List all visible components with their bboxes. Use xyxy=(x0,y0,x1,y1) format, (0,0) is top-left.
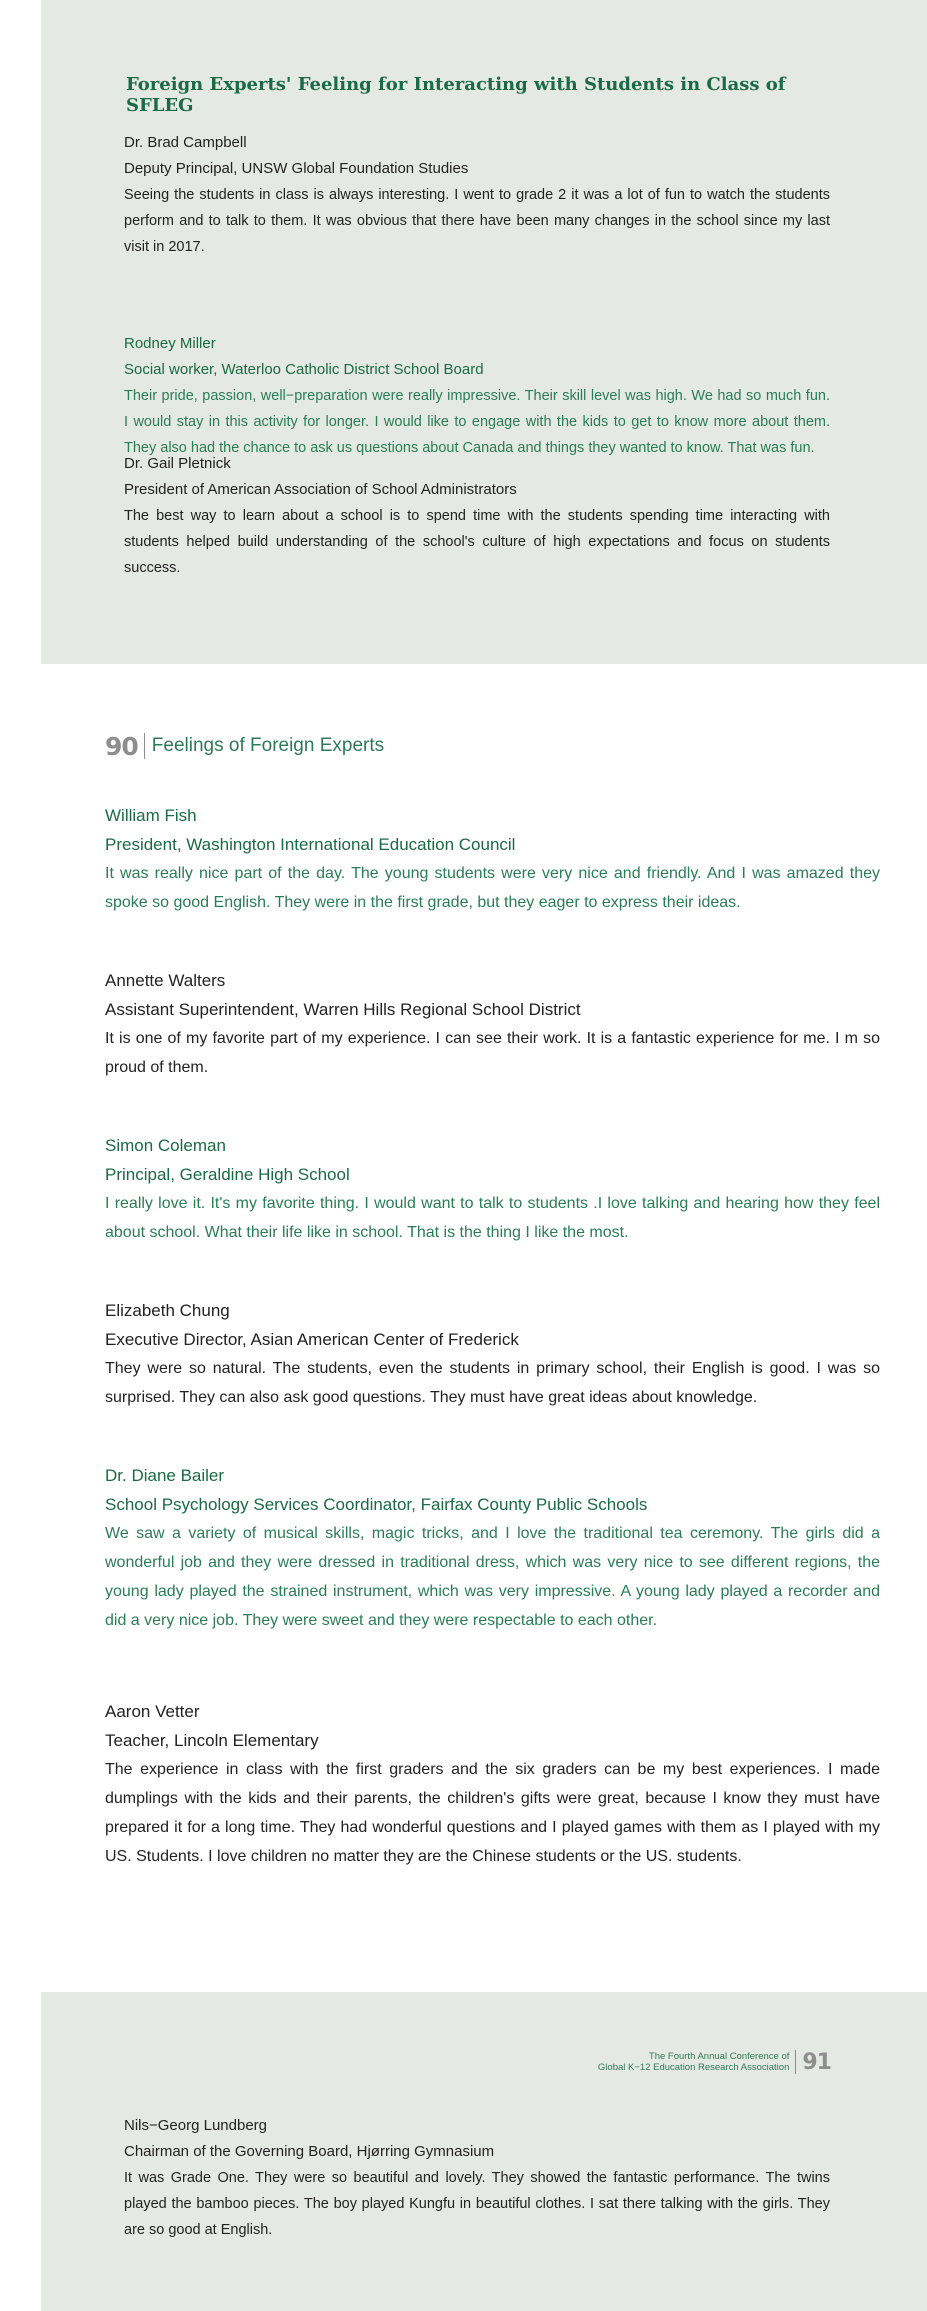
testimonial-william-fish xyxy=(105,801,880,917)
expert-quote: It was really nice part of the day. The young students were very nice and friendly. And I was amazed they spoke so good English. They were in the first grade, but they eager to express their ideas. xyxy=(105,865,880,911)
page-title: Foreign Experts' Feeling for Interacting with Students in Class of SFLEG xyxy=(126,74,786,116)
testimonial-simon-coleman xyxy=(105,1131,880,1247)
expert-quote: Seeing the students in class is always interesting. I went to grade 2 it was a lot of fun to watch the students perform and to talk to them. It was obvious that there have been many changes in the school since my last visit in 2017. xyxy=(124,187,830,255)
testimonial-diane-bailer xyxy=(105,1461,880,1635)
testimonial-nils-georg-lundberg xyxy=(124,2113,830,2243)
expert-name: Dr. Brad Campbell xyxy=(124,134,247,151)
expert-role: Social worker, Waterloo Catholic District School Board xyxy=(124,361,484,378)
expert-name: Rodney Miller xyxy=(124,335,216,352)
section-title: Feelings of Foreign Experts xyxy=(151,735,385,756)
expert-role: Chairman of the Governing Board, Hjørring Gymnasium xyxy=(124,2143,495,2160)
expert-quote: It was Grade One. They were so beautiful and lovely. They showed the fantastic performance. The twins played the bamboo pieces. The boy played Kungfu in beautiful clothes. I sat there talking with the girls. They are so good at English. xyxy=(124,2170,830,2238)
expert-name: Dr. Gail Pletnick xyxy=(124,455,231,472)
expert-role: Executive Director, Asian American Center of Frederick xyxy=(105,1330,519,1349)
expert-quote: Their pride, passion, well−preparation were really impressive. Their skill level was high. We had so much fun. I would stay in this activity for longer. I would like to engage with the kids to get to know more about them. They also had the chance to ask us questions about Canada and things they wanted to know. That was fun. xyxy=(124,388,830,456)
conference-title-line2: Global K−12 Education Research Association xyxy=(597,2062,790,2073)
testimonial-annette-walters xyxy=(105,966,880,1082)
testimonial-aaron-vetter xyxy=(105,1697,880,1871)
expert-name: Aaron Vetter xyxy=(105,1702,200,1721)
testimonial-gail-pletnick xyxy=(124,451,830,581)
expert-role: School Psychology Services Coordinator, Fairfax County Public Schools xyxy=(105,1495,648,1514)
expert-role: Assistant Superintendent, Warren Hills Regional School District xyxy=(105,1000,581,1019)
page-header-right xyxy=(598,2049,831,2075)
header-divider xyxy=(795,2050,796,2074)
expert-name: Annette Walters xyxy=(105,971,226,990)
conference-title-line1: The Fourth Annual Conference of xyxy=(648,2051,790,2062)
expert-role: Principal, Geraldine High School xyxy=(105,1165,350,1184)
expert-quote: We saw a variety of musical skills, magic tricks, and I love the traditional tea ceremony. The girls did a wonderful job and they were dressed in traditional dress, which was very nice to see different regions, the young lady played the strained instrument, which was very impressive. A young lady played a recorder and did a very nice job. They were sweet and they were respectable to each other. xyxy=(105,1525,880,1629)
expert-name: Dr. Diane Bailer xyxy=(105,1466,225,1485)
expert-role: President, Washington International Education Council xyxy=(105,835,516,854)
page-header xyxy=(105,731,384,761)
page-number: 91 xyxy=(802,2049,831,2075)
testimonial-elizabeth-chung xyxy=(105,1296,880,1412)
expert-name: Simon Coleman xyxy=(105,1136,226,1155)
conference-title xyxy=(598,2051,789,2073)
expert-role: Deputy Principal, UNSW Global Foundation Studies xyxy=(124,160,469,177)
expert-quote: The experience in class with the first graders and the six graders can be my best experiences. I made dumplings with the kids and their parents, the children's gifts were great, because I know they must have prepared it for a long time. They had wonderful questions and I played games with them as I played with my US. Students. I love children no matter they are the Chinese students or the US. students. xyxy=(105,1761,880,1865)
expert-name: Nils−Georg Lundberg xyxy=(124,2117,268,2134)
expert-quote: The best way to learn about a school is to spend time with the students spending time interacting with students helped build understanding of the school's culture of high expectations and focus on students success. xyxy=(124,508,830,576)
header-divider xyxy=(144,733,145,759)
expert-role: President of American Association of School Administrators xyxy=(124,481,517,498)
testimonial-rodney-miller xyxy=(124,331,830,461)
expert-role: Teacher, Lincoln Elementary xyxy=(105,1731,319,1750)
expert-quote: They were so natural. The students, even the students in primary school, their English is good. I was so surprised. They can also ask good questions. They must have great ideas about knowledge. xyxy=(105,1360,880,1406)
expert-quote: I really love it. It's my favorite thing. I would want to talk to students .I love talking and hearing how they feel about school. What their life like in school. That is the thing I like the most. xyxy=(105,1195,880,1241)
page-number: 90 xyxy=(105,731,138,761)
testimonial-brad-campbell xyxy=(124,130,830,260)
expert-name: Elizabeth Chung xyxy=(105,1301,230,1320)
expert-quote: It is one of my favorite part of my experience. I can see their work. It is a fantastic experience for me. I m so proud of them. xyxy=(105,1030,880,1076)
expert-name: William Fish xyxy=(105,806,197,825)
